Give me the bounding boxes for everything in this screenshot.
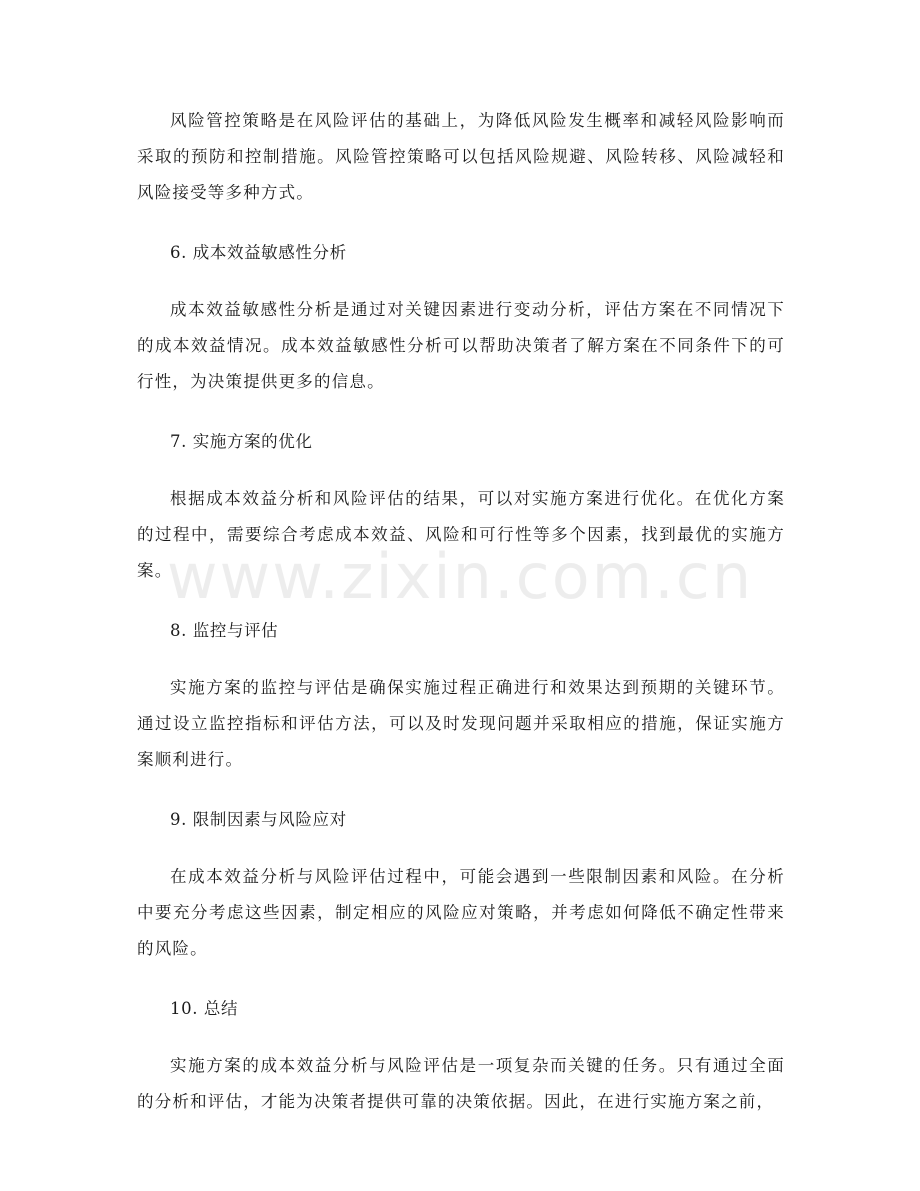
paragraph-summary: 实施方案的成本效益分析与风险评估是一项复杂而关键的任务。只有通过全面的分析和评估，才能为决策者提供可靠的决策依据。因此，在进行实施方案之前， bbox=[137, 1056, 785, 1111]
heading-plan-optimization: 7. 实施方案的优化 bbox=[170, 432, 313, 451]
heading-constraints-risk-response: 9. 限制因素与风险应对 bbox=[170, 810, 347, 829]
paragraph-constraints-risk-response: 在成本效益分析与风险评估过程中，可能会遇到一些限制因素和风险。在分析中要充分考虑这些因素，制定相应的风险应对策略，并考虑如何降低不确定性带来的风险。 bbox=[137, 867, 785, 958]
paragraph-risk-control: 风险管控策略是在风险评估的基础上，为降低风险发生概率和减轻风险影响而采取的预防和控制措施。风险管控策略可以包括风险规避、风险转移、风险减轻和风险接受等多种方式。 bbox=[137, 111, 785, 202]
watermark: www.zixin.com.cn bbox=[166, 540, 754, 613]
paragraph-plan-optimization: 根据成本效益分析和风险评估的结果，可以对实施方案进行优化。在优化方案的过程中，需要综合考虑成本效益、风险和可行性等多个因素，找到最优的实施方案。 bbox=[137, 489, 785, 580]
paragraph-sensitivity-analysis: 成本效益敏感性分析是通过对关键因素进行变动分析，评估方案在不同情况下的成本效益情况。成本效益敏感性分析可以帮助决策者了解方案在不同条件下的可行性，为决策提供更多的信息。 bbox=[137, 300, 785, 391]
document-body bbox=[137, 103, 785, 1144]
heading-monitoring-evaluation: 8. 监控与评估 bbox=[170, 621, 279, 640]
heading-summary: 10. 总结 bbox=[170, 999, 239, 1018]
heading-sensitivity-analysis: 6. 成本效益敏感性分析 bbox=[170, 243, 347, 262]
paragraph-monitoring-evaluation: 实施方案的监控与评估是确保实施过程正确进行和效果达到预期的关键环节。通过设立监控指标和评估方法，可以及时发现问题并采取相应的措施，保证实施方案顺利进行。 bbox=[137, 678, 785, 769]
